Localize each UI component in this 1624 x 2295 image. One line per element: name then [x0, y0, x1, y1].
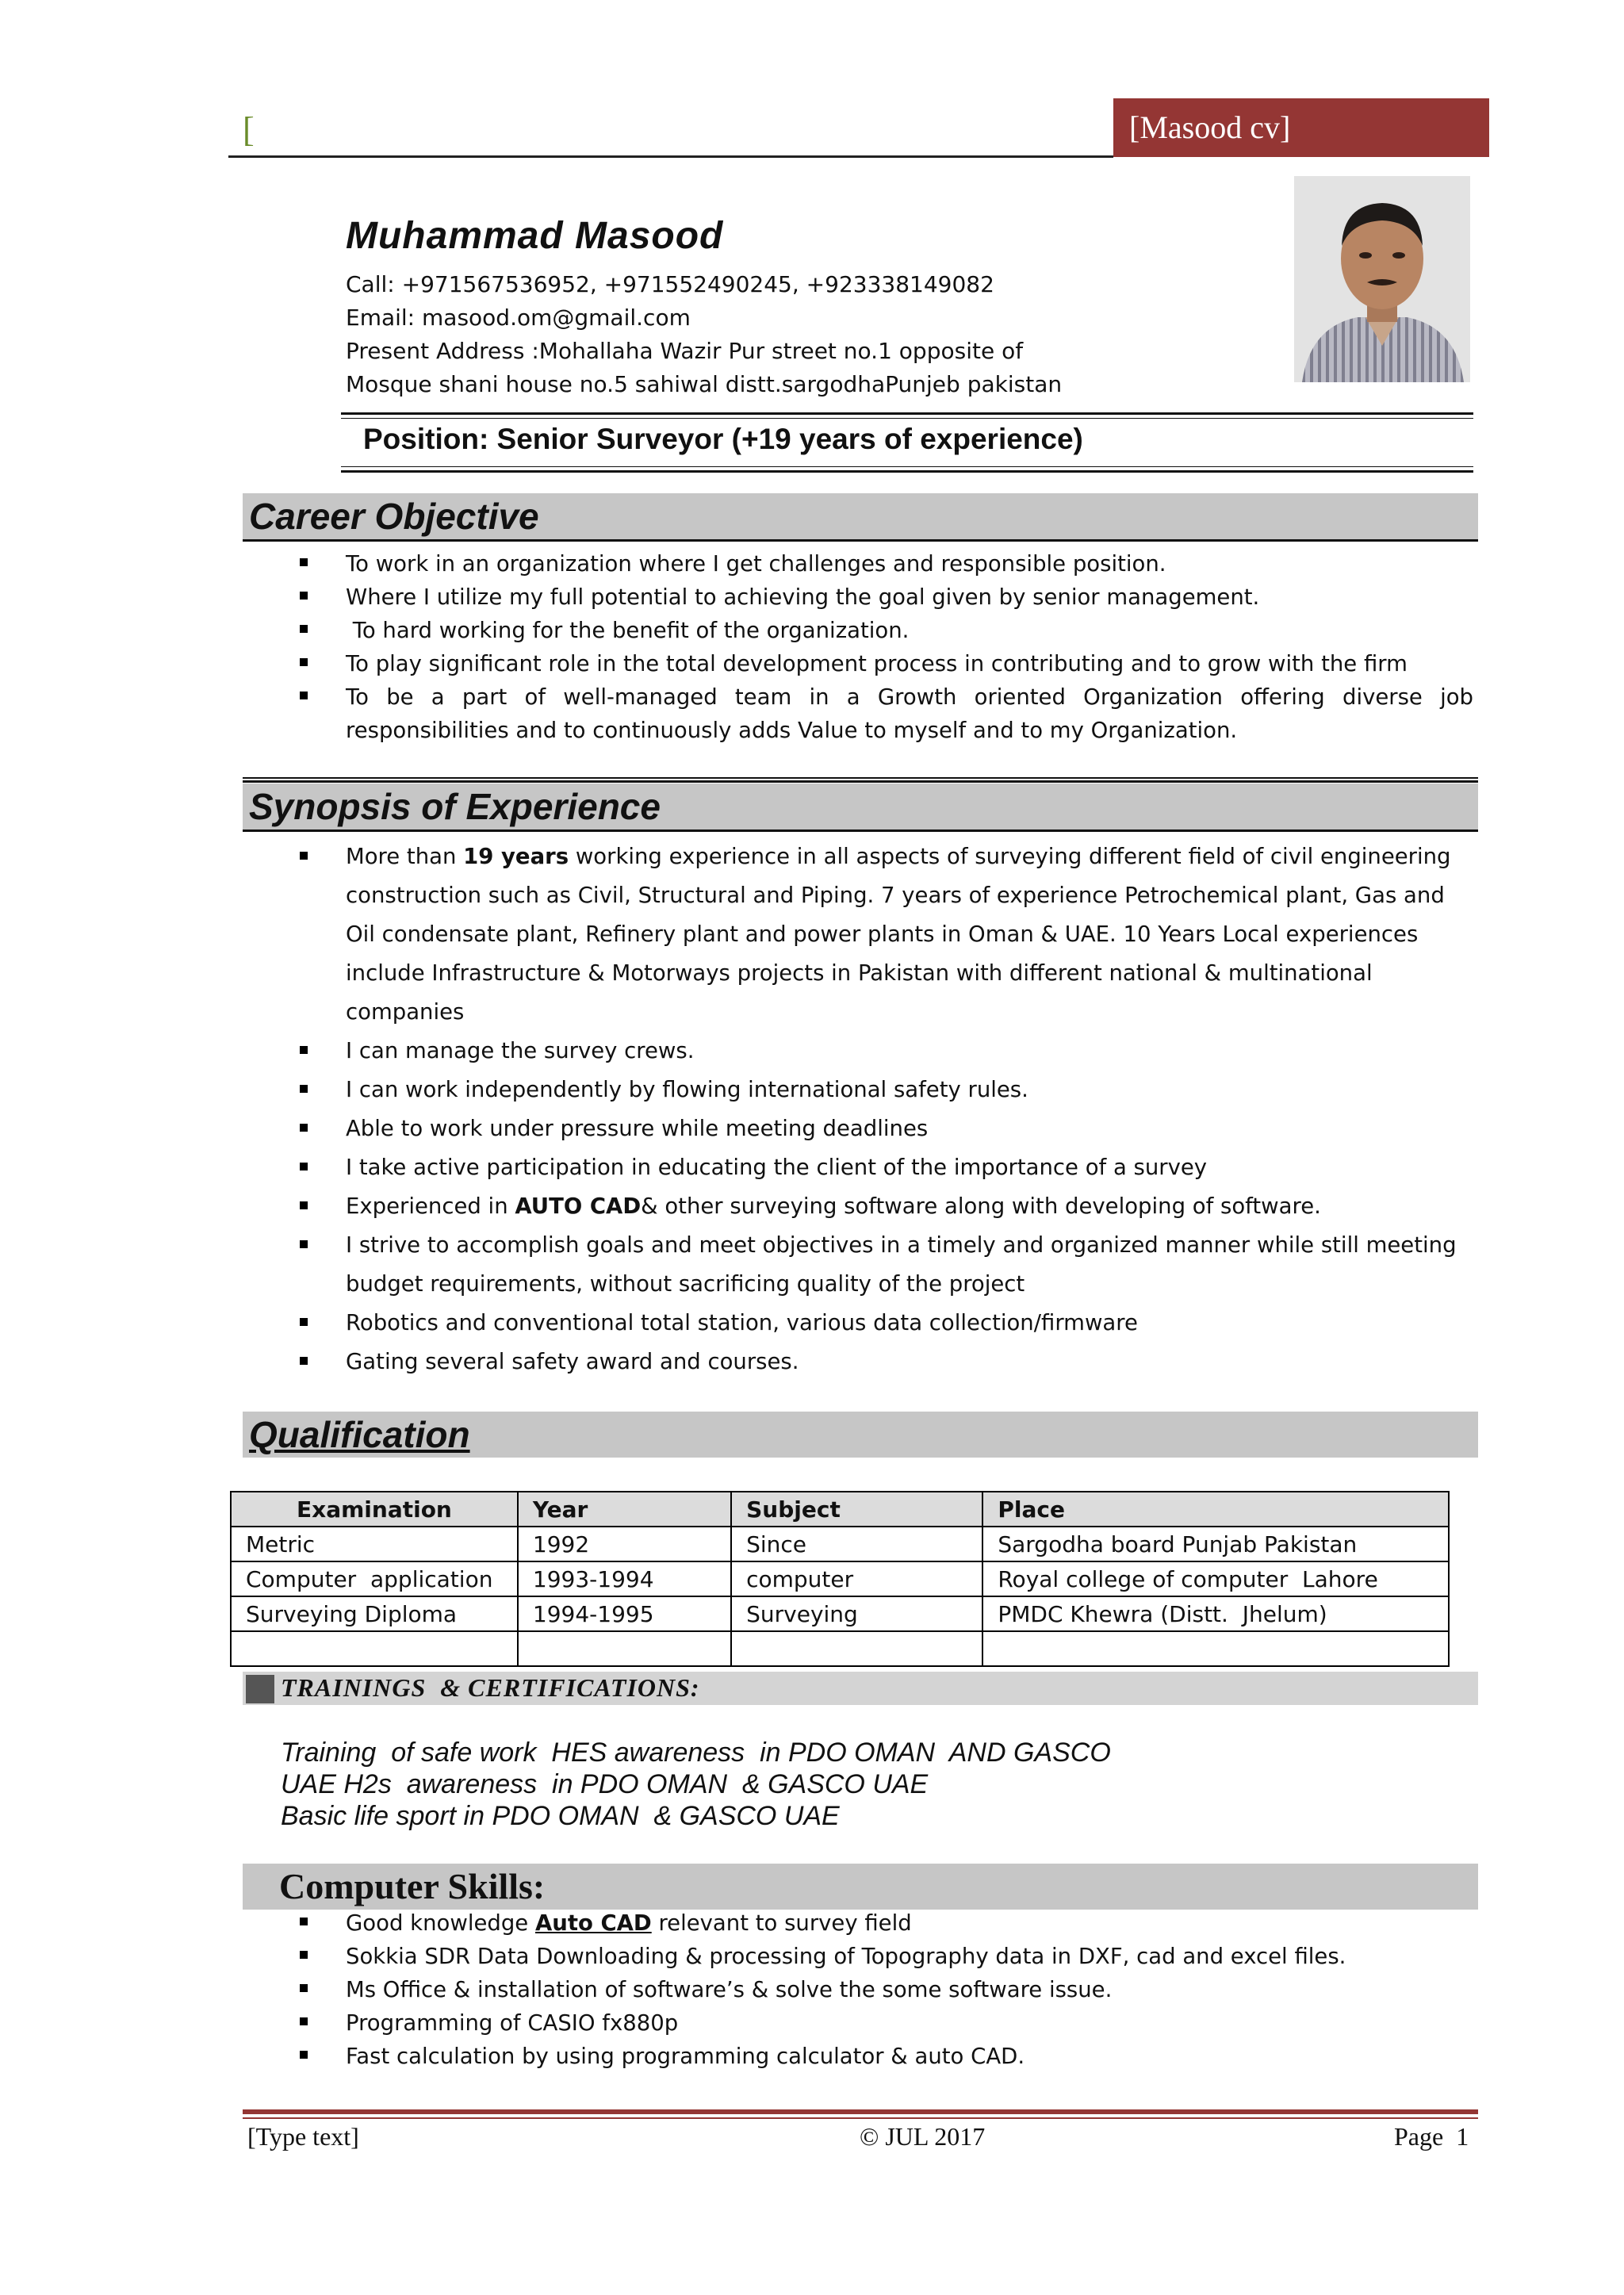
- list-item-text: Gating several safety award and courses.: [346, 1349, 799, 1374]
- bullet-icon: [300, 1124, 308, 1132]
- table-cell: Sargodha board Punjab Pakistan: [982, 1527, 1449, 1561]
- list-item-text: Fast calculation by using programming calculator & auto CAD.: [346, 2044, 1025, 2069]
- synopsis-title: Synopsis of Experience: [249, 786, 661, 827]
- qualification-header: [243, 1412, 1478, 1458]
- contact-phone: Call: +971567536952, +971552490245, +923338149082: [346, 271, 994, 297]
- synopsis-header: [243, 784, 1478, 829]
- synopsis-rule-top-thin: [243, 777, 1478, 779]
- list-item-text: To work in an organization where I get challenges and responsible position.: [346, 551, 1166, 577]
- trainings-marker: [246, 1675, 274, 1703]
- column-header: Subject: [731, 1492, 982, 1527]
- contact-block: [346, 268, 1062, 401]
- training-item: Training of safe work HES awareness in PDO OMAN AND GASCO: [281, 1738, 1111, 1768]
- bullet-icon: [300, 625, 308, 633]
- bullet-icon: [300, 2017, 308, 2025]
- list-item-text: To play significant role in the total development process in contributing and to grow with the firm: [346, 651, 1408, 676]
- trainings-title: TRAININGS & CERTIFICATIONS:: [281, 1673, 700, 1702]
- list-item: [346, 1343, 1473, 1381]
- position-rule-bottom-thin: [341, 466, 1473, 467]
- list-item: [346, 2006, 1473, 2040]
- header-rule: [228, 155, 1113, 158]
- list-item-text: Ms Office & installation of software’s & solve the some software issue.: [346, 1977, 1113, 2002]
- table-cell: 1993-1994: [518, 1561, 731, 1596]
- bullet-icon: [300, 692, 308, 699]
- training-item: Basic life sport in PDO OMAN & GASCO UAE: [281, 1801, 840, 1831]
- position-rule-top-thin: [341, 418, 1473, 419]
- list-item-bold: 19 years: [463, 844, 569, 869]
- list-item-text: Sokkia SDR Data Downloading & processing of Topography data in DXF, cad and excel files.: [346, 1944, 1346, 1969]
- list-item-text: Robotics and conventional total station, various data collection/firmware: [346, 1310, 1138, 1335]
- table-row: [231, 1561, 1449, 1596]
- bullet-icon: [300, 1201, 308, 1209]
- profile-photo: [1294, 176, 1470, 382]
- list-item: [346, 1304, 1473, 1343]
- computer-skills-list: [346, 1906, 1473, 2073]
- table-cell: [231, 1631, 518, 1666]
- table-row: [231, 1527, 1449, 1561]
- list-item-text: I strive to accomplish goals and meet objectives in a timely and organized manner while still meeting budget requirements, without sacrificing quality of the project: [346, 1232, 1457, 1297]
- list-item-text: I take active participation in educating the client of the importance of a survey: [346, 1155, 1208, 1180]
- table-cell: Surveying: [731, 1596, 982, 1631]
- list-item-bold: AUTO CAD: [515, 1193, 642, 1219]
- bullet-icon: [300, 558, 308, 566]
- list-item: [346, 1032, 1473, 1071]
- list-item: [346, 1148, 1473, 1187]
- footer-rule-thin: [243, 2117, 1478, 2119]
- list-item-text: I can manage the survey crews.: [346, 1038, 695, 1063]
- career-objective-header: [243, 493, 1478, 539]
- column-header: Year: [518, 1492, 731, 1527]
- header-title-box: [1113, 98, 1489, 157]
- bullet-icon: [300, 2051, 308, 2059]
- list-item: [346, 1187, 1473, 1226]
- position-rule-bottom: [341, 470, 1473, 473]
- list-item-text: I can work independently by flowing international safety rules.: [346, 1077, 1028, 1102]
- list-item: [346, 2040, 1473, 2073]
- bullet-icon: [300, 852, 308, 860]
- bullet-icon: [300, 1085, 308, 1093]
- table-cell: computer: [731, 1561, 982, 1596]
- list-item: [346, 547, 1473, 580]
- list-item: [346, 580, 1473, 614]
- career-objective-title: Career Objective: [249, 496, 539, 537]
- table-cell: Surveying Diploma: [231, 1596, 518, 1631]
- bullet-icon: [300, 658, 308, 666]
- table-cell: 1994-1995: [518, 1596, 731, 1631]
- list-item: [346, 837, 1473, 1032]
- list-item-text: & other surveying software along with developing of software.: [641, 1193, 1321, 1219]
- qualification-table: [230, 1491, 1450, 1667]
- table-cell: Computer application: [231, 1561, 518, 1596]
- list-item: [346, 1109, 1473, 1148]
- list-item: [346, 1226, 1473, 1304]
- table-cell: [518, 1631, 731, 1666]
- computer-skills-title: Computer Skills:: [279, 1866, 546, 1906]
- list-item-text: relevant to survey field: [651, 1910, 912, 1936]
- bullet-icon: [300, 1984, 308, 1992]
- list-item: [346, 647, 1473, 680]
- column-header: Place: [982, 1492, 1449, 1527]
- bullet-icon: [300, 1357, 308, 1365]
- bullet-icon: [300, 1240, 308, 1248]
- list-item: [346, 1071, 1473, 1109]
- qualification-title: Qualification: [249, 1414, 470, 1455]
- list-item: [346, 680, 1473, 747]
- position-rule-top: [341, 412, 1473, 415]
- list-item-text: Good knowledge: [346, 1910, 535, 1936]
- bullet-icon: [300, 1046, 308, 1054]
- table-cell: PMDC Khewra (Distt. Jhelum): [982, 1596, 1449, 1631]
- header-bracket: [: [243, 110, 255, 149]
- synopsis-rule-top: [243, 780, 1478, 783]
- list-item-text: Experienced in: [346, 1193, 515, 1219]
- profile-photo-illustration: [1294, 176, 1470, 382]
- list-item-text: More than: [346, 844, 464, 869]
- list-item-text: working experience in all aspects of surveying different field of civil engineering construction such as Civil, Structural and Piping. 7 years of experience Petrochemical plant, Gas and Oil condensate plant, Refinery plant and power plants in Oman & UAE. 10 Years Local experiences include Infrastructure & Motorways projects in Pakistan with different national & multinational companies: [346, 844, 1451, 1025]
- table-cell: 1992: [518, 1527, 731, 1561]
- list-item: [346, 1906, 1473, 1940]
- bullet-icon: [300, 592, 308, 600]
- list-item-text: Programming of CASIO fx880p: [346, 2010, 679, 2036]
- table-row: [231, 1631, 1449, 1666]
- training-item: UAE H2s awareness in PDO OMAN & GASCO UAE: [281, 1769, 929, 1799]
- header-title: [Masood cv]: [1129, 109, 1291, 145]
- career-objective-rule: [243, 539, 1478, 542]
- contact-address-line2: Mosque shani house no.5 sahiwal distt.sargodhaPunjeb pakistan: [346, 371, 1063, 397]
- autocad-link[interactable]: Auto CAD: [534, 1910, 652, 1936]
- list-item-text: To hard working for the benefit of the organization.: [346, 618, 910, 643]
- bullet-icon: [300, 1951, 308, 1959]
- list-item-text: Able to work under pressure while meeting deadlines: [346, 1116, 929, 1141]
- synopsis-rule-bottom: [243, 829, 1478, 832]
- table-header-row: [231, 1492, 1449, 1527]
- trainings-list: [281, 1737, 1111, 1832]
- bullet-icon: [300, 1318, 308, 1326]
- footer-rule-thick: [243, 2109, 1478, 2114]
- career-objective-list: [346, 547, 1473, 747]
- table-cell: Since: [731, 1527, 982, 1561]
- table-cell: Royal college of computer Lahore: [982, 1561, 1449, 1596]
- bullet-icon: [300, 1163, 308, 1170]
- table-cell: [731, 1631, 982, 1666]
- list-item: [346, 1940, 1473, 1973]
- bullet-icon: [300, 1918, 308, 1925]
- contact-address-line1: Present Address :Mohallaha Wazir Pur street no.1 opposite of: [346, 338, 1024, 364]
- footer-center: © JUL 2017: [860, 2122, 986, 2151]
- contact-email: Email: masood.om@gmail.com: [346, 305, 691, 331]
- candidate-name: Muhammad Masood: [346, 215, 724, 257]
- synopsis-list: [346, 837, 1473, 1381]
- table-row: [231, 1596, 1449, 1631]
- list-item-text: To be a part of well-managed team in a Growth oriented Organization offering diverse job responsibilities and to continuously adds Value to myself and to my Organization.: [346, 684, 1473, 743]
- column-header: Examination: [231, 1492, 518, 1527]
- table-cell: Metric: [231, 1527, 518, 1561]
- table-cell: [982, 1631, 1449, 1666]
- position-title: Position: Senior Surveyor (+19 years of experience): [363, 423, 1083, 455]
- footer-page-number: Page 1: [1394, 2122, 1469, 2151]
- footer-left: [Type text]: [247, 2122, 359, 2151]
- list-item: [346, 1973, 1473, 2006]
- list-item: [346, 614, 1473, 647]
- list-item-text: Where I utilize my full potential to achieving the goal given by senior management.: [346, 584, 1260, 610]
